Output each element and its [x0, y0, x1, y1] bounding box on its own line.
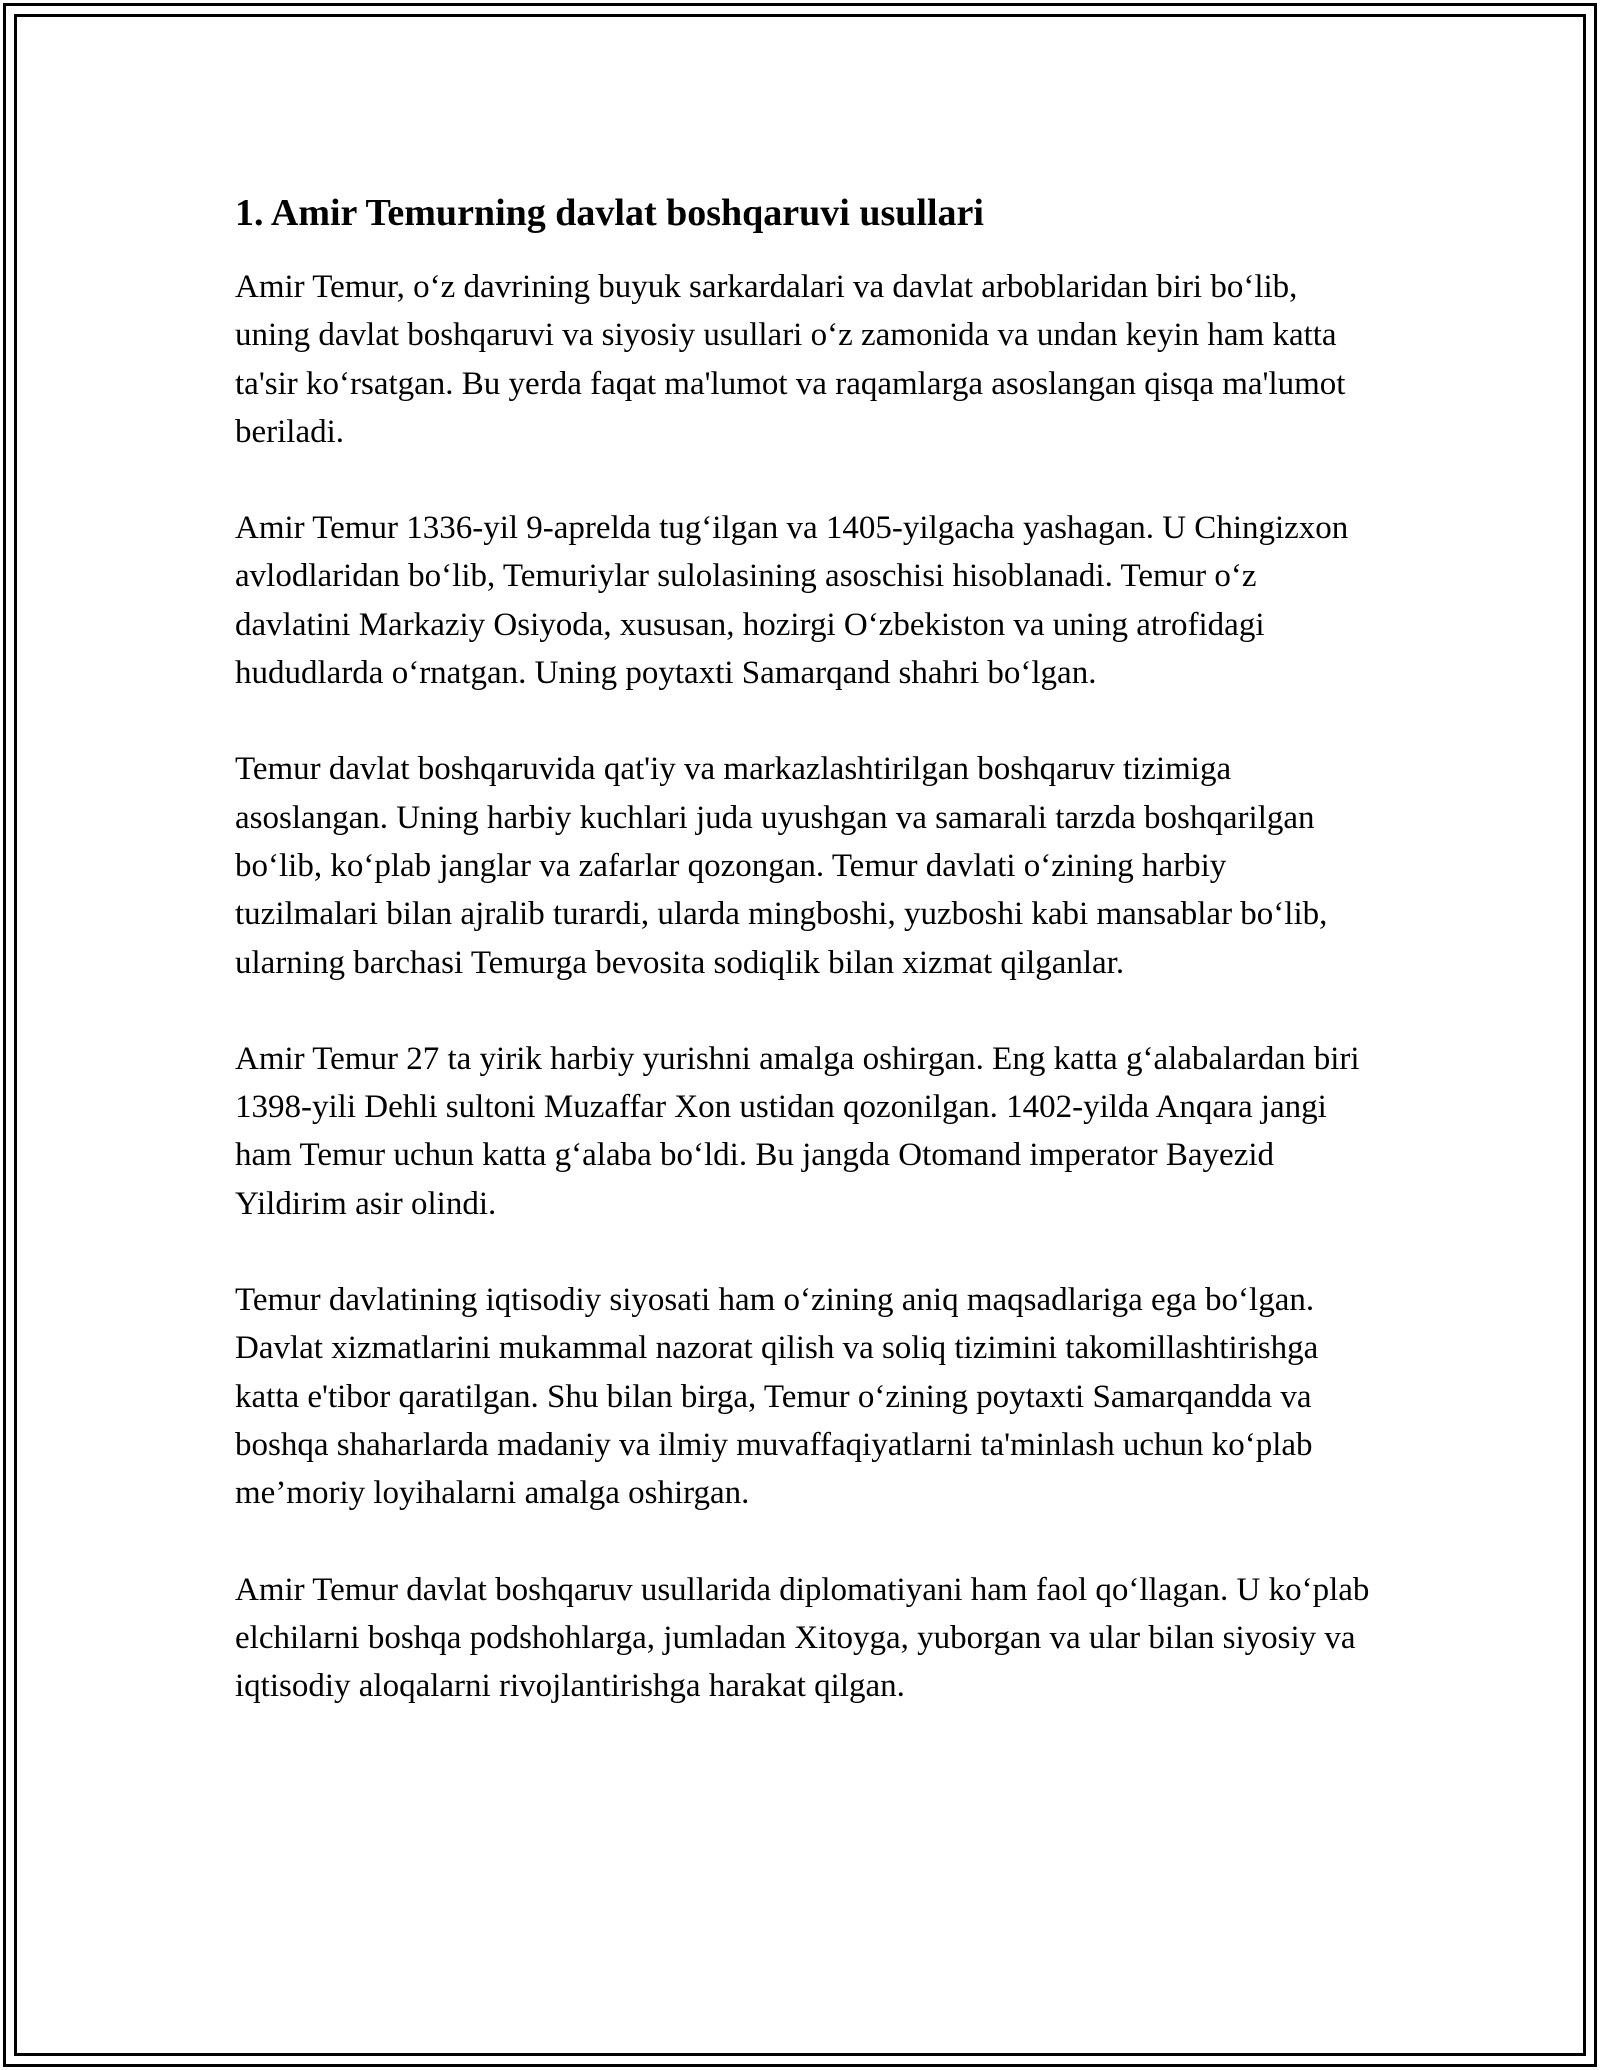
paragraph-economy: Temur davlatining iqtisodiy siyosati ham o‘zining aniq maqsadlariga ega bo‘lgan. Davlat xizmatlarini mukammal nazorat qilish va soliq tizimini takomillashtirishga katta e'tibor qaratilgan. Shu bilan birga, Temur o‘zining poytaxti Samarqandda va boshqa shaharlarda madaniy va ilmiy muvaffaqiyatlarni ta'minlash uchun ko‘plab me’moriy loyihalarni amalga oshirgan.: [235, 1282, 1319, 1512]
paragraph-diplomacy: Amir Temur davlat boshqaruv usullarida diplomatiyani ham faol qo‘llagan. U ko‘plab elchilarni boshqa podshohlarga, jumladan Xitoyga, yuborgan va ular bilan siyosiy va iqtisodiy aloqalarni rivojlantirishga harakat qilgan.: [235, 1571, 1370, 1705]
paragraph-governance: Temur davlat boshqaruvida qat'iy va markazlashtirilgan boshqaruv tizimiga asoslangan. Uning harbiy kuchlari juda uyushgan va samarali tarzda boshqarilgan bo‘lib, ko‘plab janglar va zafarlar qozongan. Temur davlati o‘zining harbiy tuzilmalari bilan ajralib turardi, ularda mingboshi, yuzboshi kabi mansablar bo‘lib, ularning barchasi Temurga bevosita sodiqlik bilan xizmat qilganlar.: [235, 751, 1328, 981]
section-heading: 1. Amir Temurning davlat boshqaruvi usullari: [235, 192, 984, 234]
paragraph-biography: Amir Temur 1336-yil 9-aprelda tug‘ilgan va 1405-yilgacha yashagan. U Chingizxon avlodlaridan bo‘lib, Temuriylar sulolasining asoschisi hisoblanadi. Temur o‘z davlatini Markaziy Osiyoda, xususan, hozirgi O‘zbekiston va uning atrofidagi hududlarda o‘rnatgan. Uning poytaxti Samarqand shahri bo‘lgan.: [235, 510, 1349, 692]
paragraph-intro: Amir Temur, o‘z davrining buyuk sarkardalari va davlat arboblaridan biri bo‘lib, uning davlat boshqaruvi va siyosiy usullari o‘z zamonida va undan keyin ham katta ta'sir ko‘rsatgan. Bu yerda faqat ma'lumot va raqamlarga asoslangan qisqa ma'lumot beriladi.: [235, 269, 1346, 450]
paragraph-campaigns: Amir Temur 27 ta yirik harbiy yurishni amalga oshirgan. Eng katta g‘alabalardan biri 1398-yili Dehli sultoni Muzaffar Xon ustidan qozonilgan. 1402-yilda Anqara jangi ham Temur uchun katta g‘alaba bo‘ldi. Bu jangda Otomand imperator Bayezid Yildirim asir olindi.: [235, 1040, 1360, 1222]
document-body: [235, 185, 1375, 1758]
